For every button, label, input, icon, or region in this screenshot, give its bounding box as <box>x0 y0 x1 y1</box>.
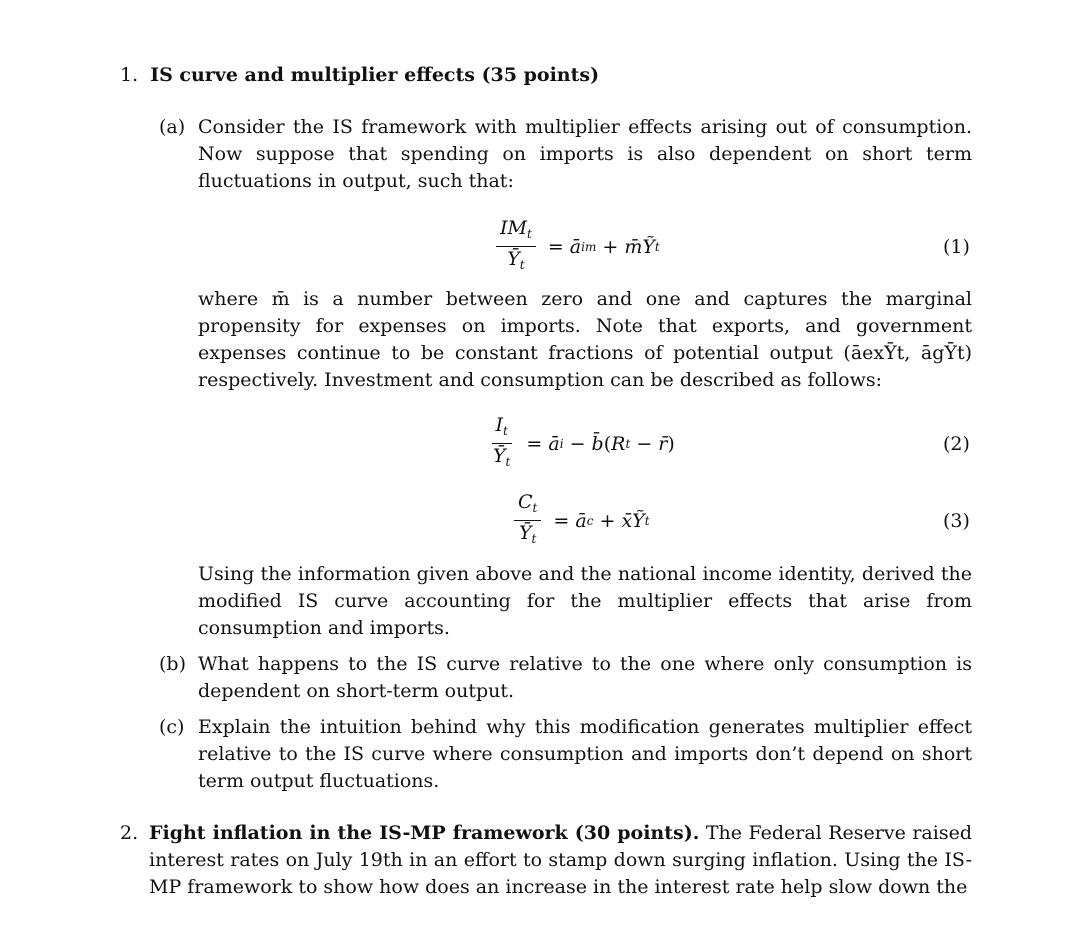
question-1-title: IS curve and multiplier effects (35 points) <box>150 64 600 86</box>
part-b-text: What happens to the IS curve relative to the one where only consumption is dependent on short-term output. <box>198 653 972 702</box>
part-a-closing-text: Using the information given above and the national income identity, derived the modified IS curve accounting for the multiplier effects that arise from consumption and imports. <box>198 563 972 639</box>
question-2-body: The Federal Reserve raised interest rates on July 19th in an effort to stamp down surging inflation. Using the IS-MP framework to show how does an increase in the interest rate help slow down the <box>149 822 972 898</box>
equation-1-number: (1) <box>943 236 970 258</box>
question-1-number: 1. <box>120 64 139 86</box>
part-b-label: (b) <box>159 653 186 675</box>
question-2-text <box>149 820 972 901</box>
equation-3: $\frac{C_t}{Ȳ_t}$ = ā c + x̄Ỹ t <box>514 492 650 549</box>
part-c-label: (c) <box>159 716 185 738</box>
equation-2: $\frac{I_t}{Ȳ_t}$ = ā i − b̄ ( R t − r̄ ) <box>493 414 675 469</box>
part-a-intro: Consider the IS framework with multiplier effects arising out of consumption. Now suppose that spending on imports is also dependent on short term fluctuations in output, such that: <box>198 116 972 192</box>
equation-2-number: (2) <box>943 433 970 455</box>
question-1-heading <box>120 62 599 89</box>
part-c-text: Explain the intuition behind why this modification generates multiplier effect relative to the IS curve where consumption and imports don’t depend on short term output fluctuations. <box>198 716 972 792</box>
part-a-label: (a) <box>159 116 186 138</box>
question-2-title: Fight inflation in the IS-MP framework (30 points). <box>149 822 700 844</box>
equation-1: $\frac{IM_t}{Ȳ_t}$ = ā im + m̄Ỹ t <box>496 218 660 275</box>
equation-3-number: (3) <box>943 510 970 532</box>
part-a-middle-text: where m̄ is a number between zero and one and captures the marginal propensity for expenses on imports. Note that exports, and government expenses continue to be constant fractions of potential output (āexȲt, āgȲt) respectively. Investment and consumption can be described as follows: <box>198 288 972 391</box>
question-2-number: 2. <box>120 822 139 844</box>
